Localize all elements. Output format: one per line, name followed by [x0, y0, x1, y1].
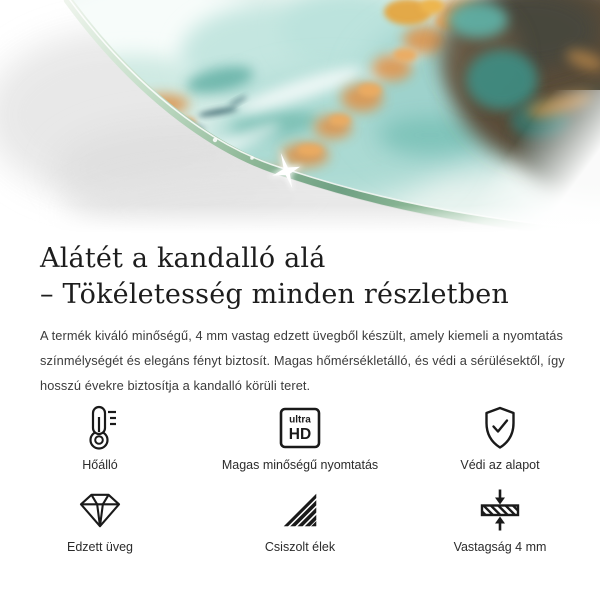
thermometer-icon: [80, 406, 120, 450]
title-line-1: Alátét a kandalló alá: [40, 243, 326, 274]
fade-overlay-bottom: [0, 205, 600, 235]
ultra-hd-icon-text-bottom: HD: [288, 426, 312, 443]
title-line-2: – Tökéletesség minden részletben: [40, 279, 509, 310]
feature-tempered-glass: [0, 488, 200, 554]
product-image-glass-fireplace-mat: [0, 0, 600, 235]
product-description: [40, 323, 565, 398]
feature-label: Magas minőségű nyomtatás: [221, 458, 379, 472]
edge-glint: [250, 156, 254, 160]
description-line-3: hosszú évekre biztosítja a kandalló körüli teret.: [40, 378, 311, 393]
description-line-1: A termék kiváló minőségű, 4 mm vastag edzett üvegből készült, amely kiemeli a nyomtatás: [40, 328, 563, 343]
feature-grid: [0, 406, 600, 554]
edge-glint: [213, 138, 217, 142]
shield-check-icon: [478, 406, 522, 450]
ultra-hd-icon: [278, 406, 322, 450]
feature-label: Védi az alapot: [460, 458, 540, 472]
feature-protects-base: [400, 406, 600, 472]
feature-print-quality: [200, 406, 400, 472]
feature-thickness: [400, 488, 600, 554]
polished-edges-icon: [280, 488, 320, 532]
feature-polished-edges: [200, 488, 400, 554]
feature-label: Edzett üveg: [66, 540, 133, 554]
feature-heat-resistant: [0, 406, 200, 472]
ultra-hd-icon-text-top: ultra: [289, 414, 311, 426]
feature-label: Hőálló: [82, 458, 118, 472]
thickness-icon: [478, 488, 522, 532]
feature-label: Vastagság 4 mm: [453, 540, 547, 554]
product-description-section: [0, 241, 600, 398]
page-title: [40, 241, 560, 313]
feature-label: Csiszolt élek: [264, 540, 336, 554]
diamond-icon: [77, 488, 123, 532]
description-line-2: színmélységét és elegáns fényt biztosít. Magas hőmérsékletálló, és védi a sérülésektől, így: [40, 353, 565, 368]
